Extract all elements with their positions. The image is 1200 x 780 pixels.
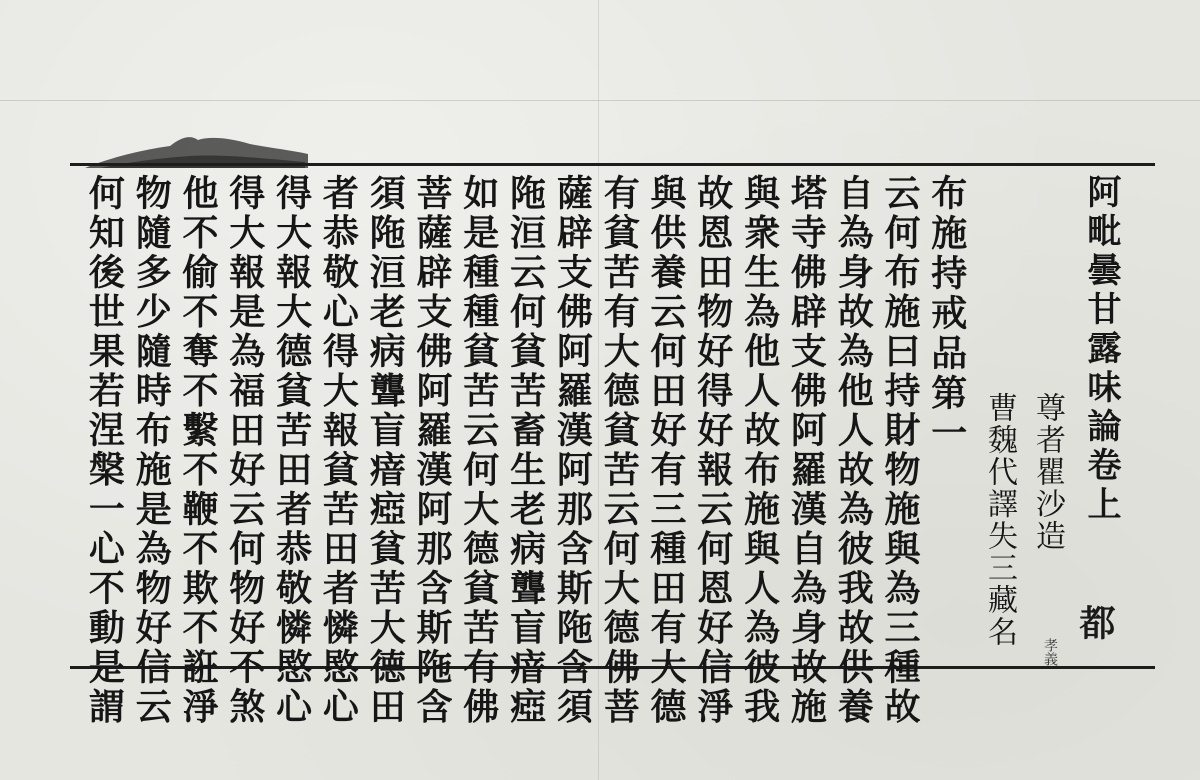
- text-column: 者恭敬心得大報貧苦田者憐愍心: [317, 174, 360, 727]
- text-column: 得大報是為福田好云何物好不煞: [223, 174, 266, 727]
- text-column: 有貧苦有大德貧苦云何大德佛菩: [598, 174, 641, 727]
- text-column: 與衆生為他人故布施與人為彼我: [738, 174, 781, 727]
- text-column: 菩薩辟支佛阿羅漢阿那含斯陁含: [411, 174, 453, 727]
- text-column: 故恩田物好得好報云何恩好信淨: [691, 174, 734, 727]
- text-column: 物隨多少隨時布施是為物好信云: [130, 174, 173, 727]
- text-column: 薩辟支佛阿羅漢阿那含斯陁含須: [551, 174, 594, 727]
- text-column: 塔寺佛辟支佛阿羅漢自為身故施: [785, 174, 828, 727]
- text-column: 須陁洹老病聾盲瘖瘂貧苦大德田: [364, 174, 407, 727]
- seal-character: 都: [1074, 604, 1116, 640]
- paper-fold-horizontal: [0, 100, 1200, 101]
- text-column: 他不偷不奪不繫不鞭不欺不誑淨: [177, 174, 219, 727]
- author-line-1: 尊者瞿沙造: [1030, 392, 1065, 552]
- text-column: 自為身故為他人故為彼我故供養: [832, 174, 875, 727]
- text-column: 何知後世果若涅槃一心不動是謂: [83, 174, 126, 727]
- section-heading: 布施持戒品第一: [925, 174, 968, 454]
- text-column: 云何布施曰持財物施與為三種故: [879, 174, 921, 727]
- document-title: 阿毗曇甘露味論卷上: [1081, 174, 1121, 525]
- seal-note: 孝義: [1042, 638, 1058, 666]
- author-line-2: 曹魏代譯失三藏名: [982, 392, 1017, 648]
- text-column: 如是種種貧苦云何大德貧苦有佛: [457, 174, 500, 727]
- text-column: 得大報大德貧苦田者恭敬憐愍心: [270, 174, 313, 727]
- text-column: 與供養云何田好有三種田有大德: [645, 174, 687, 727]
- text-column: 陁洹云何貧苦畜生老病聾盲瘖瘂: [504, 174, 547, 727]
- top-border-rule: [70, 163, 1155, 166]
